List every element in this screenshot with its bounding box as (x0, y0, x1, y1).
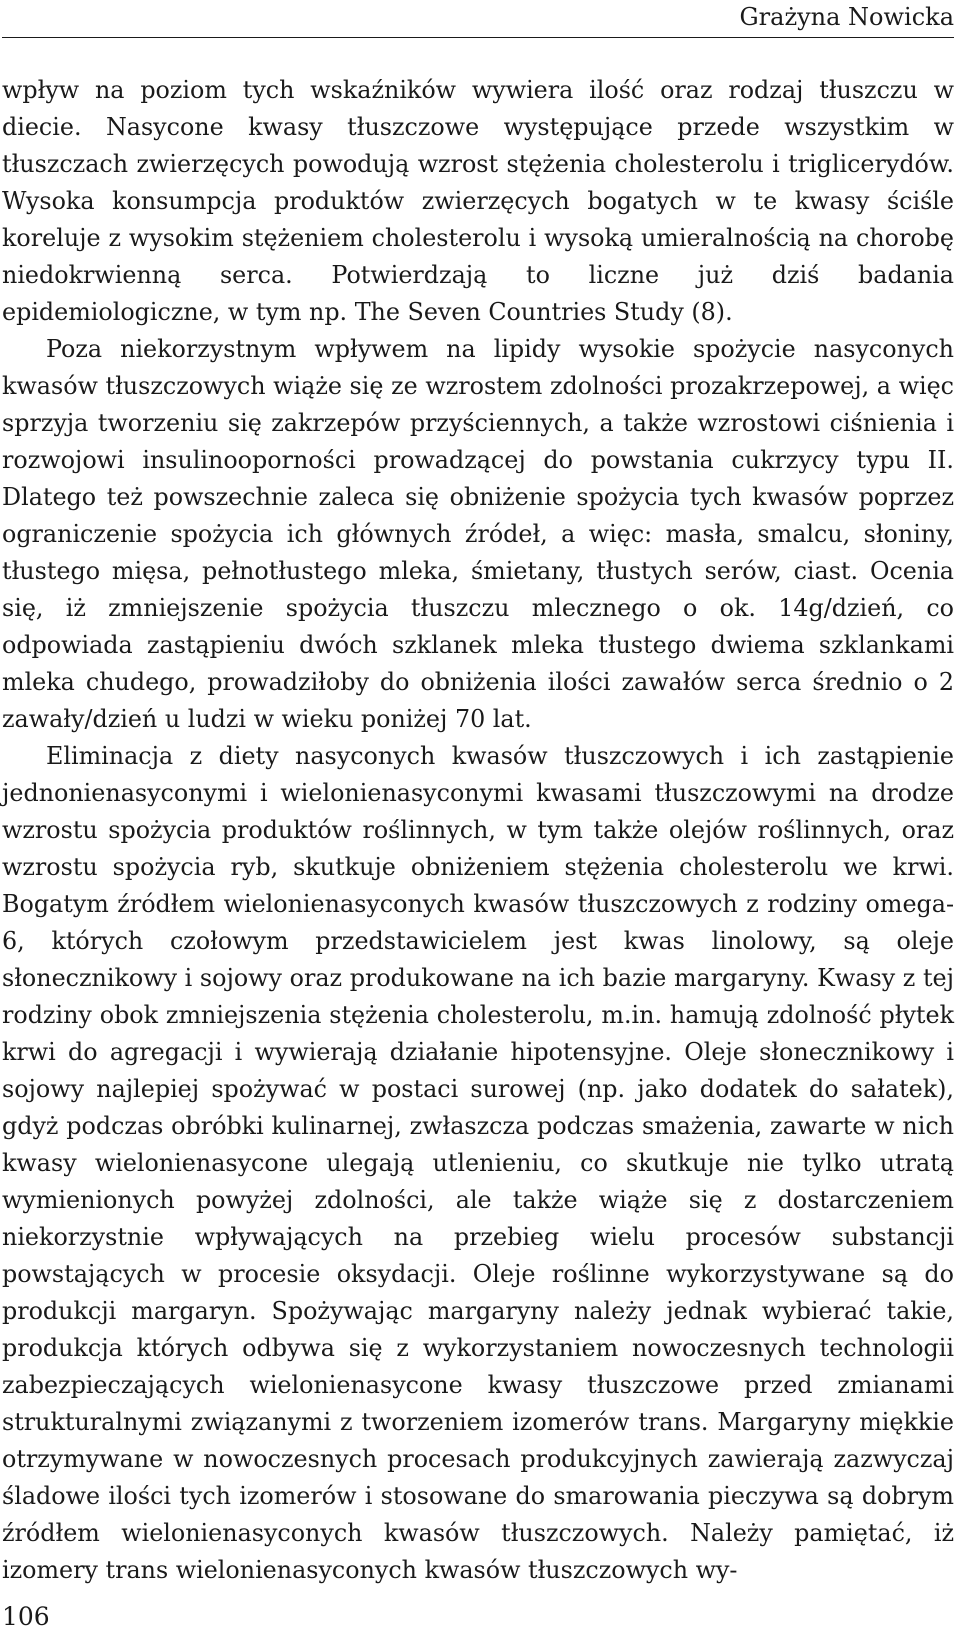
page-number: 106 (2, 1602, 50, 1631)
body-text (2, 72, 954, 1589)
running-header-author: Grażyna Nowicka (739, 3, 954, 31)
paragraph-1: wpływ na poziom tych wskaźników wywiera ilość oraz rodzaj tłuszczu w diecie. Nasycone kwasy tłuszczowe występujące przede wszystkim w tłuszczach zwierzęcych powodują wzrost stężenia cholesterolu i triglicerydów. Wysoka konsumpcja produktów zwierzęcych bogatych w te kwasy ściśle koreluje z wysokim stężeniem cholesterolu i wysoką umieralnością na chorobę niedokrwienną serca. Potwierdzają to liczne już dziś badania epidemiologiczne, w tym np. The Seven Countries Study (8). (2, 76, 954, 326)
header-divider (2, 37, 954, 38)
paragraph-2: Poza niekorzystnym wpływem na lipidy wysokie spożycie nasyconych kwasów tłuszczowych wiąże się ze wzrostem zdolności prozakrzepowej, a więc sprzyja tworzeniu się zakrzepów przyściennych, a także wzrostowi ciśnienia i rozwojowi insulinooporności prowadzącej do powstania cukrzycy typu II. Dlatego też powszechnie zaleca się obniżenie spożycia tych kwasów poprzez ograniczenie spożycia ich głównych źródeł, a więc: masła, smalcu, słoniny, tłustego mięsa, pełnotłustego mleka, śmietany, tłustych serów, ciast. Ocenia się, iż zmniejszenie spożycia tłuszczu mlecznego o ok. 14g/dzień, co odpowiada zastąpieniu dwóch szklanek mleka tłustego dwiema szklankami mleka chudego, prowadziłoby do obniżenia ilości zawałów serca średnio o 2 zawały/dzień u ludzi w wieku poniżej 70 lat. (2, 335, 954, 733)
paragraph-3: Eliminacja z diety nasyconych kwasów tłuszczowych i ich zastąpienie jednonienasyconymi i wielonienasyconymi kwasami tłuszczowymi na drodze wzrostu spożycia produktów roślinnych, w tym także olejów roślinnych, oraz wzrostu spożycia ryb, skutkuje obniżeniem stężenia cholesterolu we krwi. Bogatym źródłem wielonienasyconych kwasów tłuszczowych z rodziny omega-6, których czołowym przedstawicielem jest kwas linolowy, są oleje słonecznikowy i sojowy oraz produkowane na ich bazie margaryny. Kwasy z tej rodziny obok zmniejszenia stężenia cholesterolu, m.in. hamują zdolność płytek krwi do agregacji i wywierają działanie hipotensyjne. Oleje słonecznikowy i sojowy najlepiej spożywać w postaci surowej (np. jako dodatek do sałatek), gdyż podczas obróbki kulinarnej, zwłaszcza podczas smażenia, zawarte w nich kwasy wielonienasycone ulegają utlenieniu, co skutkuje nie tylko utratą wymienionych powyżej zdolności, ale także wiąże się z dostarczeniem niekorzystnie wpływających na przebieg wielu procesów substancji powstających w procesie oksydacji. Oleje roślinne wykorzystywane są do produkcji margaryn. Spożywając margaryny należy jednak wybierać takie, produkcja których odbywa się z wykorzystaniem nowoczesnych technologii zabezpieczających wielonienasycone kwasy tłuszczowe przed zmianami strukturalnymi związanymi z tworzeniem izomerów trans. Margaryny miękkie otrzymywane w nowoczesnych procesach produkcyjnych zawierają zazwyczaj śladowe ilości tych izomerów i stosowane do smarowania pieczywa są dobrym źródłem wielonienasyconych kwasów tłuszczowych. Należy pamiętać, iż izomery trans wielonienasyconych kwasów tłuszczowych wy- (2, 742, 954, 1584)
